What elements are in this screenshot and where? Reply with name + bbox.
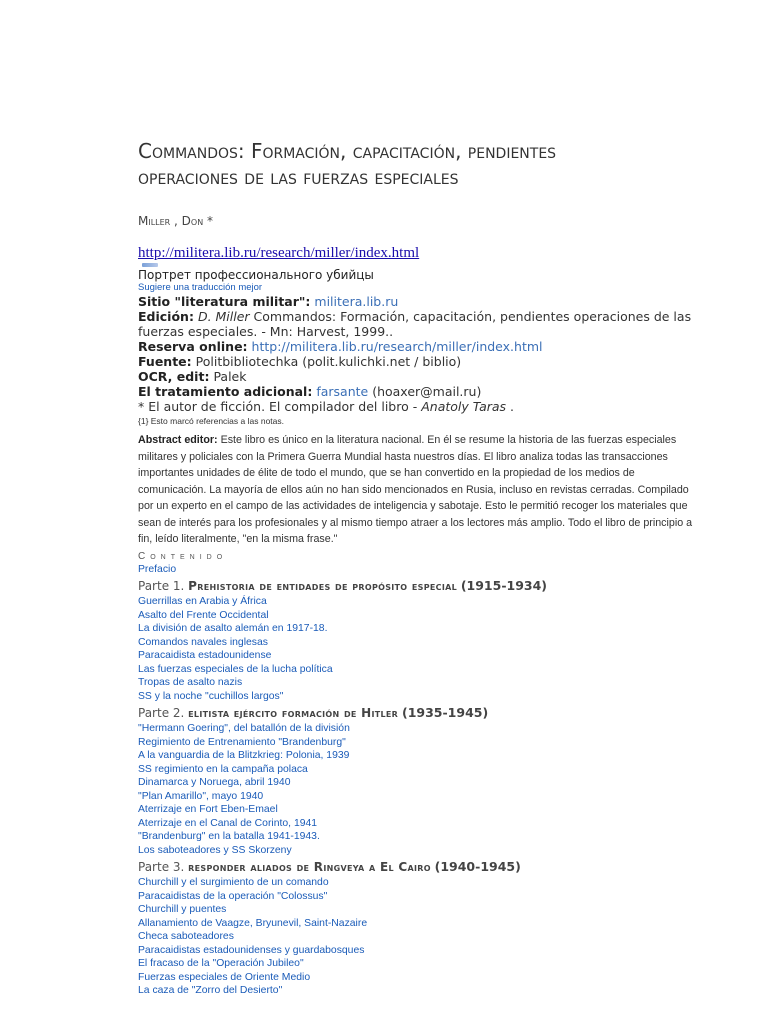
- toc-chapter-link[interactable]: Regimiento de Entrenamiento "Brandenburg": [138, 736, 346, 748]
- abstract-text: Este libro es único en la literatura nacional. En él se resume la historia de las fuerzas especiales militares y policiales con la Primera Guerra Mundial hasta nuestros días. El libro analiza todas las transacciones importantes unidades de élite de todo el mundo, que se han convertido en la propiedad de los medios de comunicación. La mayoría de ellos aún no han sido mencionados en Rusia, incluso en revistas cerradas. Compilado por un experto en el campo de las actividades de inteligencia y sabotaje. Esto le permitió recoger los materiales que sean de interés para los profesionales y al mismo tiempo atraer a los lectores más amplio. Todo el libro de principio a fin, leído literalmente, "en la misma frase.": [138, 434, 693, 545]
- meta-extra-email: (hoaxer@mail.ru): [372, 384, 482, 399]
- meta-ocr-value: Palek: [213, 369, 247, 384]
- suggest-translation-link[interactable]: Sugiere una traducción mejor: [138, 282, 263, 293]
- toc-chapter-link[interactable]: El fracaso de la "Operación Jubileo": [138, 958, 304, 969]
- toc-part-prefix: Parte 1.: [138, 579, 185, 593]
- toc-part-3-list: [138, 876, 698, 998]
- toc-chapter-link[interactable]: La división de asalto alemán en 1917-18.: [138, 623, 328, 634]
- toc-part-title[interactable]: responder aliados de Ringveya a El Cairo: [188, 860, 431, 874]
- toc-part-years: (1940-1945): [434, 859, 521, 874]
- russian-title: Портрет профессионального убийцы: [138, 268, 374, 282]
- toc-chapter-link[interactable]: Paracaidista estadounidense: [138, 650, 272, 661]
- meta-reserve-row: [138, 339, 698, 354]
- toc-chapter-link[interactable]: Asalto del Frente Occidental: [138, 609, 269, 621]
- toc-chapter-link[interactable]: Fuerzas especiales de Oriente Medio: [138, 971, 311, 983]
- meta-footnote-prefix: * El autor de ficción. El compilador del libro -: [138, 399, 418, 414]
- meta-footnote-suffix: .: [510, 399, 515, 414]
- book-author: Miller , Don *: [138, 214, 214, 228]
- toc-chapter-link[interactable]: Checa saboteadores: [138, 931, 234, 942]
- source-url-link[interactable]: http://militera.lib.ru/research/miller/index.html: [138, 245, 420, 261]
- toc-part-heading: [138, 858, 698, 876]
- toc-chapter-link[interactable]: Los saboteadores y SS Skorzeny: [138, 844, 292, 856]
- toc-chapter-link[interactable]: Paracaidistas estadounidenses y guardabosques: [138, 944, 365, 956]
- toc-part-years: (1915-1934): [460, 578, 548, 593]
- toc-chapter-link[interactable]: Dinamarca y Noruega, abril 1940: [138, 777, 291, 788]
- meta-edition-text: Commandos: Formación, capacitación, pendientes operaciones de las fuerzas especiales. - Mn: Harvest, 1999..: [138, 309, 692, 339]
- meta-ocr-label: OCR, edit:: [138, 369, 210, 384]
- toc-chapter-link[interactable]: "Brandenburg" en la batalla 1941-1943.: [138, 831, 320, 842]
- translate-icon[interactable]: [142, 263, 158, 267]
- toc-part-prefix: Parte 3.: [138, 860, 185, 874]
- toc-chapter-link[interactable]: Guerrillas en Arabia y África: [138, 596, 267, 607]
- toc-part-title[interactable]: elitista ejército formación de Hitler: [188, 706, 399, 720]
- toc-part-1-list: [138, 595, 698, 703]
- toc-chapter-link[interactable]: SS regimiento en la campaña polaca: [138, 763, 308, 775]
- toc-chapter-link[interactable]: Paracaidistas de la operación "Colossus": [138, 890, 328, 902]
- toc-chapter-link[interactable]: Tropas de asalto nazis: [138, 677, 243, 688]
- document-content: [138, 138, 698, 998]
- notes-reference: {1} Esto marcó referencias a las notas.: [138, 416, 284, 426]
- meta-edition-label: Edición:: [138, 309, 194, 324]
- toc-chapter-link[interactable]: SS y la noche "cuchillos largos": [138, 690, 284, 702]
- toc-chapter-link[interactable]: A la vanguardia de la Blitzkrieg: Polonia, 1939: [138, 750, 350, 761]
- meta-edition-row: [138, 309, 698, 339]
- toc-chapter-link[interactable]: "Hermann Goering", del batallón de la división: [138, 723, 350, 734]
- toc-chapter-link[interactable]: Churchill y puentes: [138, 904, 227, 915]
- meta-footnote-name: Anatoly Taras: [421, 399, 507, 414]
- meta-site-label: Sitio "literatura militar":: [138, 294, 311, 309]
- contents-heading: Contenido: [138, 550, 228, 562]
- toc-preface-link[interactable]: Prefacio: [138, 563, 177, 575]
- toc-chapter-link[interactable]: La caza de "Zorro del Desierto": [138, 985, 283, 996]
- book-title-line1: Commandos: Formación, capacitación, pendientes: [138, 139, 557, 163]
- toc-part-2-list: [138, 722, 698, 857]
- toc-part-prefix: Parte 2.: [138, 706, 185, 720]
- toc-part-title[interactable]: Prehistoria de entidades de propósito especial: [188, 579, 457, 593]
- toc-chapter-link[interactable]: Aterrizaje en Fort Eben-Emael: [138, 804, 278, 815]
- toc-part-heading: [138, 577, 698, 595]
- abstract: [138, 432, 698, 548]
- meta-footnote-row: [138, 399, 698, 414]
- meta-site-link[interactable]: militera.lib.ru: [314, 294, 399, 309]
- meta-extra-label: El tratamiento adicional:: [138, 384, 313, 399]
- meta-site-row: [138, 294, 698, 309]
- book-title-line2: operaciones de las fuerzas especiales: [138, 165, 459, 189]
- toc-chapter-link[interactable]: "Plan Amarillo", mayo 1940: [138, 790, 264, 802]
- toc-chapter-link[interactable]: Las fuerzas especiales de la lucha política: [138, 663, 333, 675]
- meta-extra-link[interactable]: farsante: [316, 384, 369, 399]
- book-title: [138, 138, 698, 190]
- meta-source-label: Fuente:: [138, 354, 192, 369]
- toc-part-years: (1935-1945): [401, 705, 489, 720]
- toc-chapter-link[interactable]: Churchill y el surgimiento de un comando: [138, 877, 329, 888]
- toc-chapter-link[interactable]: Aterrizaje en el Canal de Corinto, 1941: [138, 817, 318, 829]
- toc-part-heading: [138, 704, 698, 722]
- toc-chapter-link[interactable]: Comandos navales inglesas: [138, 636, 268, 648]
- abstract-label: Abstract editor:: [138, 434, 218, 446]
- meta-source-value: Politbibliotechka (polit.kulichki.net / biblio): [195, 354, 462, 369]
- meta-reserve-label: Reserva online:: [138, 339, 248, 354]
- meta-edition-author: D. Miller: [197, 309, 250, 324]
- meta-reserve-link[interactable]: http://militera.lib.ru/research/miller/index.html: [251, 339, 543, 354]
- meta-extra-row: [138, 384, 698, 399]
- meta-source-row: [138, 354, 698, 369]
- meta-ocr-row: [138, 369, 698, 384]
- toc-chapter-link[interactable]: Allanamiento de Vaagze, Bryunevil, Saint-Nazaire: [138, 917, 368, 929]
